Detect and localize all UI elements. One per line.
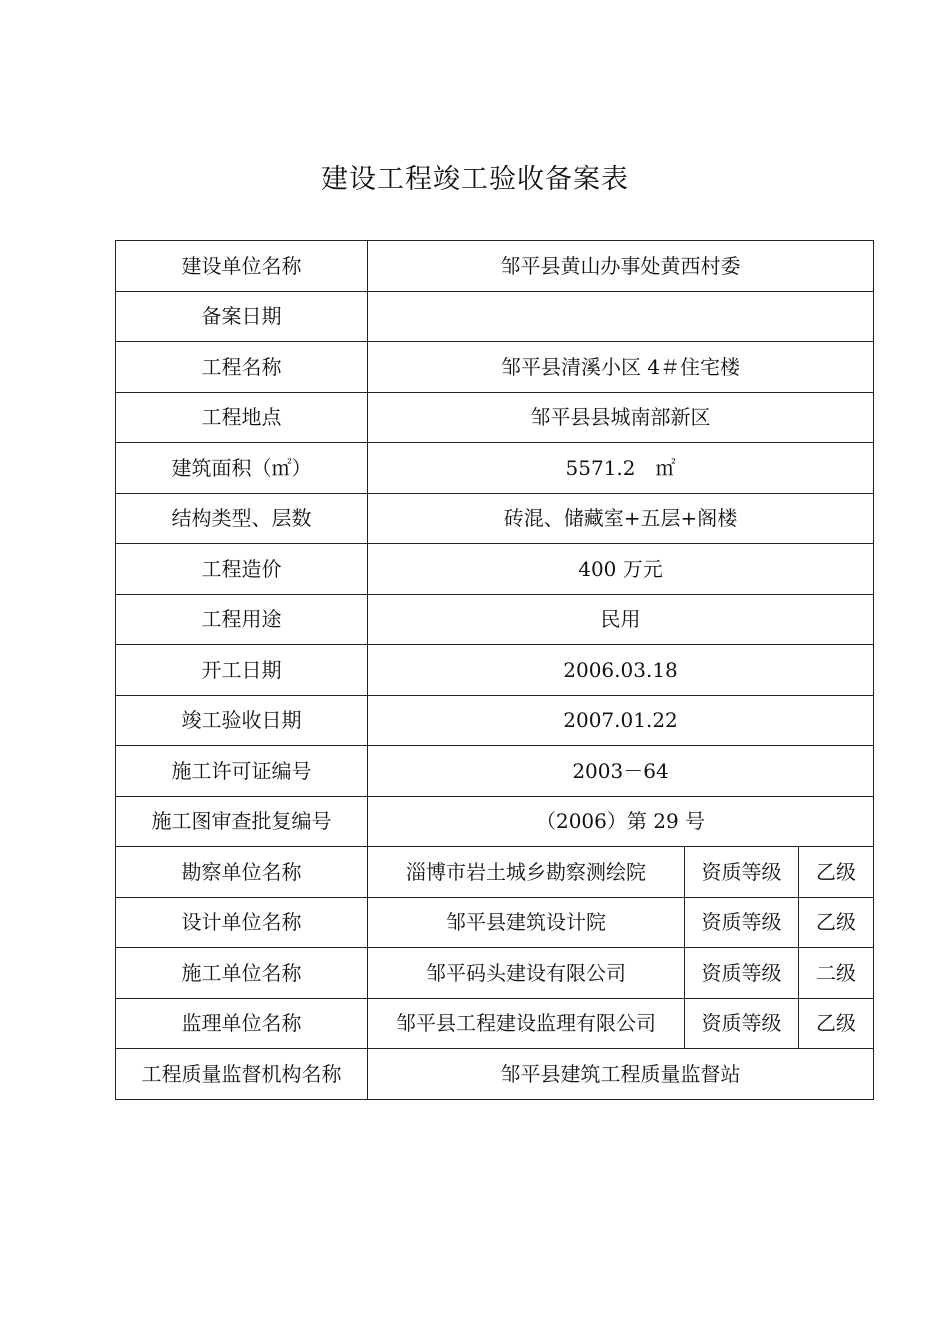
row-construction-unit xyxy=(116,241,874,292)
row-survey-unit xyxy=(116,847,874,898)
value-acceptance-date: 2007.01.22 xyxy=(368,695,874,746)
row-supervision-unit xyxy=(116,998,874,1049)
value-project-name: 邹平县清溪小区 4＃住宅楼 xyxy=(368,342,874,393)
value-structure-type: 砖混、储藏室+五层+阁楼 xyxy=(368,493,874,544)
qualification-value: 二级 xyxy=(799,948,874,999)
value-contractor-unit: 邹平码头建设有限公司 xyxy=(368,948,685,999)
value-construction-unit: 邹平县黄山办事处黄西村委 xyxy=(368,241,874,292)
qualification-label: 资质等级 xyxy=(685,998,799,1049)
row-project-use xyxy=(116,594,874,645)
label-supervision-unit: 监理单位名称 xyxy=(116,998,368,1049)
row-permit-number xyxy=(116,746,874,797)
row-acceptance-date xyxy=(116,695,874,746)
row-project-name xyxy=(116,342,874,393)
label-quality-supervision-agency: 工程质量监督机构名称 xyxy=(116,1049,368,1100)
qualification-value: 乙级 xyxy=(799,897,874,948)
qualification-label: 资质等级 xyxy=(685,948,799,999)
label-acceptance-date: 竣工验收日期 xyxy=(116,695,368,746)
label-filing-date: 备案日期 xyxy=(116,291,368,342)
value-filing-date xyxy=(368,291,874,342)
value-start-date: 2006.03.18 xyxy=(368,645,874,696)
qualification-label: 资质等级 xyxy=(685,897,799,948)
label-project-cost: 工程造价 xyxy=(116,544,368,595)
qualification-value: 乙级 xyxy=(799,847,874,898)
label-drawing-review-number: 施工图审查批复编号 xyxy=(116,796,368,847)
label-project-location: 工程地点 xyxy=(116,392,368,443)
label-structure-type: 结构类型、层数 xyxy=(116,493,368,544)
value-project-cost: 400 万元 xyxy=(368,544,874,595)
value-permit-number: 2003－64 xyxy=(368,746,874,797)
label-design-unit: 设计单位名称 xyxy=(116,897,368,948)
row-filing-date xyxy=(116,291,874,342)
value-project-location: 邹平县县城南部新区 xyxy=(368,392,874,443)
row-project-cost xyxy=(116,544,874,595)
value-survey-unit: 淄博市岩土城乡勘察测绘院 xyxy=(368,847,685,898)
label-floor-area: 建筑面积（㎡） xyxy=(116,443,368,494)
row-project-location xyxy=(116,392,874,443)
value-quality-supervision-agency: 邹平县建筑工程质量监督站 xyxy=(368,1049,874,1100)
qualification-label: 资质等级 xyxy=(685,847,799,898)
label-survey-unit: 勘察单位名称 xyxy=(116,847,368,898)
row-contractor-unit xyxy=(116,948,874,999)
qualification-value: 乙级 xyxy=(799,998,874,1049)
row-drawing-review-number xyxy=(116,796,874,847)
row-floor-area xyxy=(116,443,874,494)
label-start-date: 开工日期 xyxy=(116,645,368,696)
label-contractor-unit: 施工单位名称 xyxy=(116,948,368,999)
value-floor-area: 5571.2 ㎡ xyxy=(368,443,874,494)
row-structure-type xyxy=(116,493,874,544)
label-permit-number: 施工许可证编号 xyxy=(116,746,368,797)
value-design-unit: 邹平县建筑设计院 xyxy=(368,897,685,948)
label-project-use: 工程用途 xyxy=(116,594,368,645)
filing-record-table xyxy=(115,240,874,1100)
row-design-unit xyxy=(116,897,874,948)
value-drawing-review-number: （2006）第 29 号 xyxy=(368,796,874,847)
label-construction-unit: 建设单位名称 xyxy=(116,241,368,292)
value-supervision-unit: 邹平县工程建设监理有限公司 xyxy=(368,998,685,1049)
row-quality-supervision-agency xyxy=(116,1049,874,1100)
label-project-name: 工程名称 xyxy=(116,342,368,393)
value-project-use: 民用 xyxy=(368,594,874,645)
row-start-date xyxy=(116,645,874,696)
document-title: 建设工程竣工验收备案表 xyxy=(321,164,629,195)
